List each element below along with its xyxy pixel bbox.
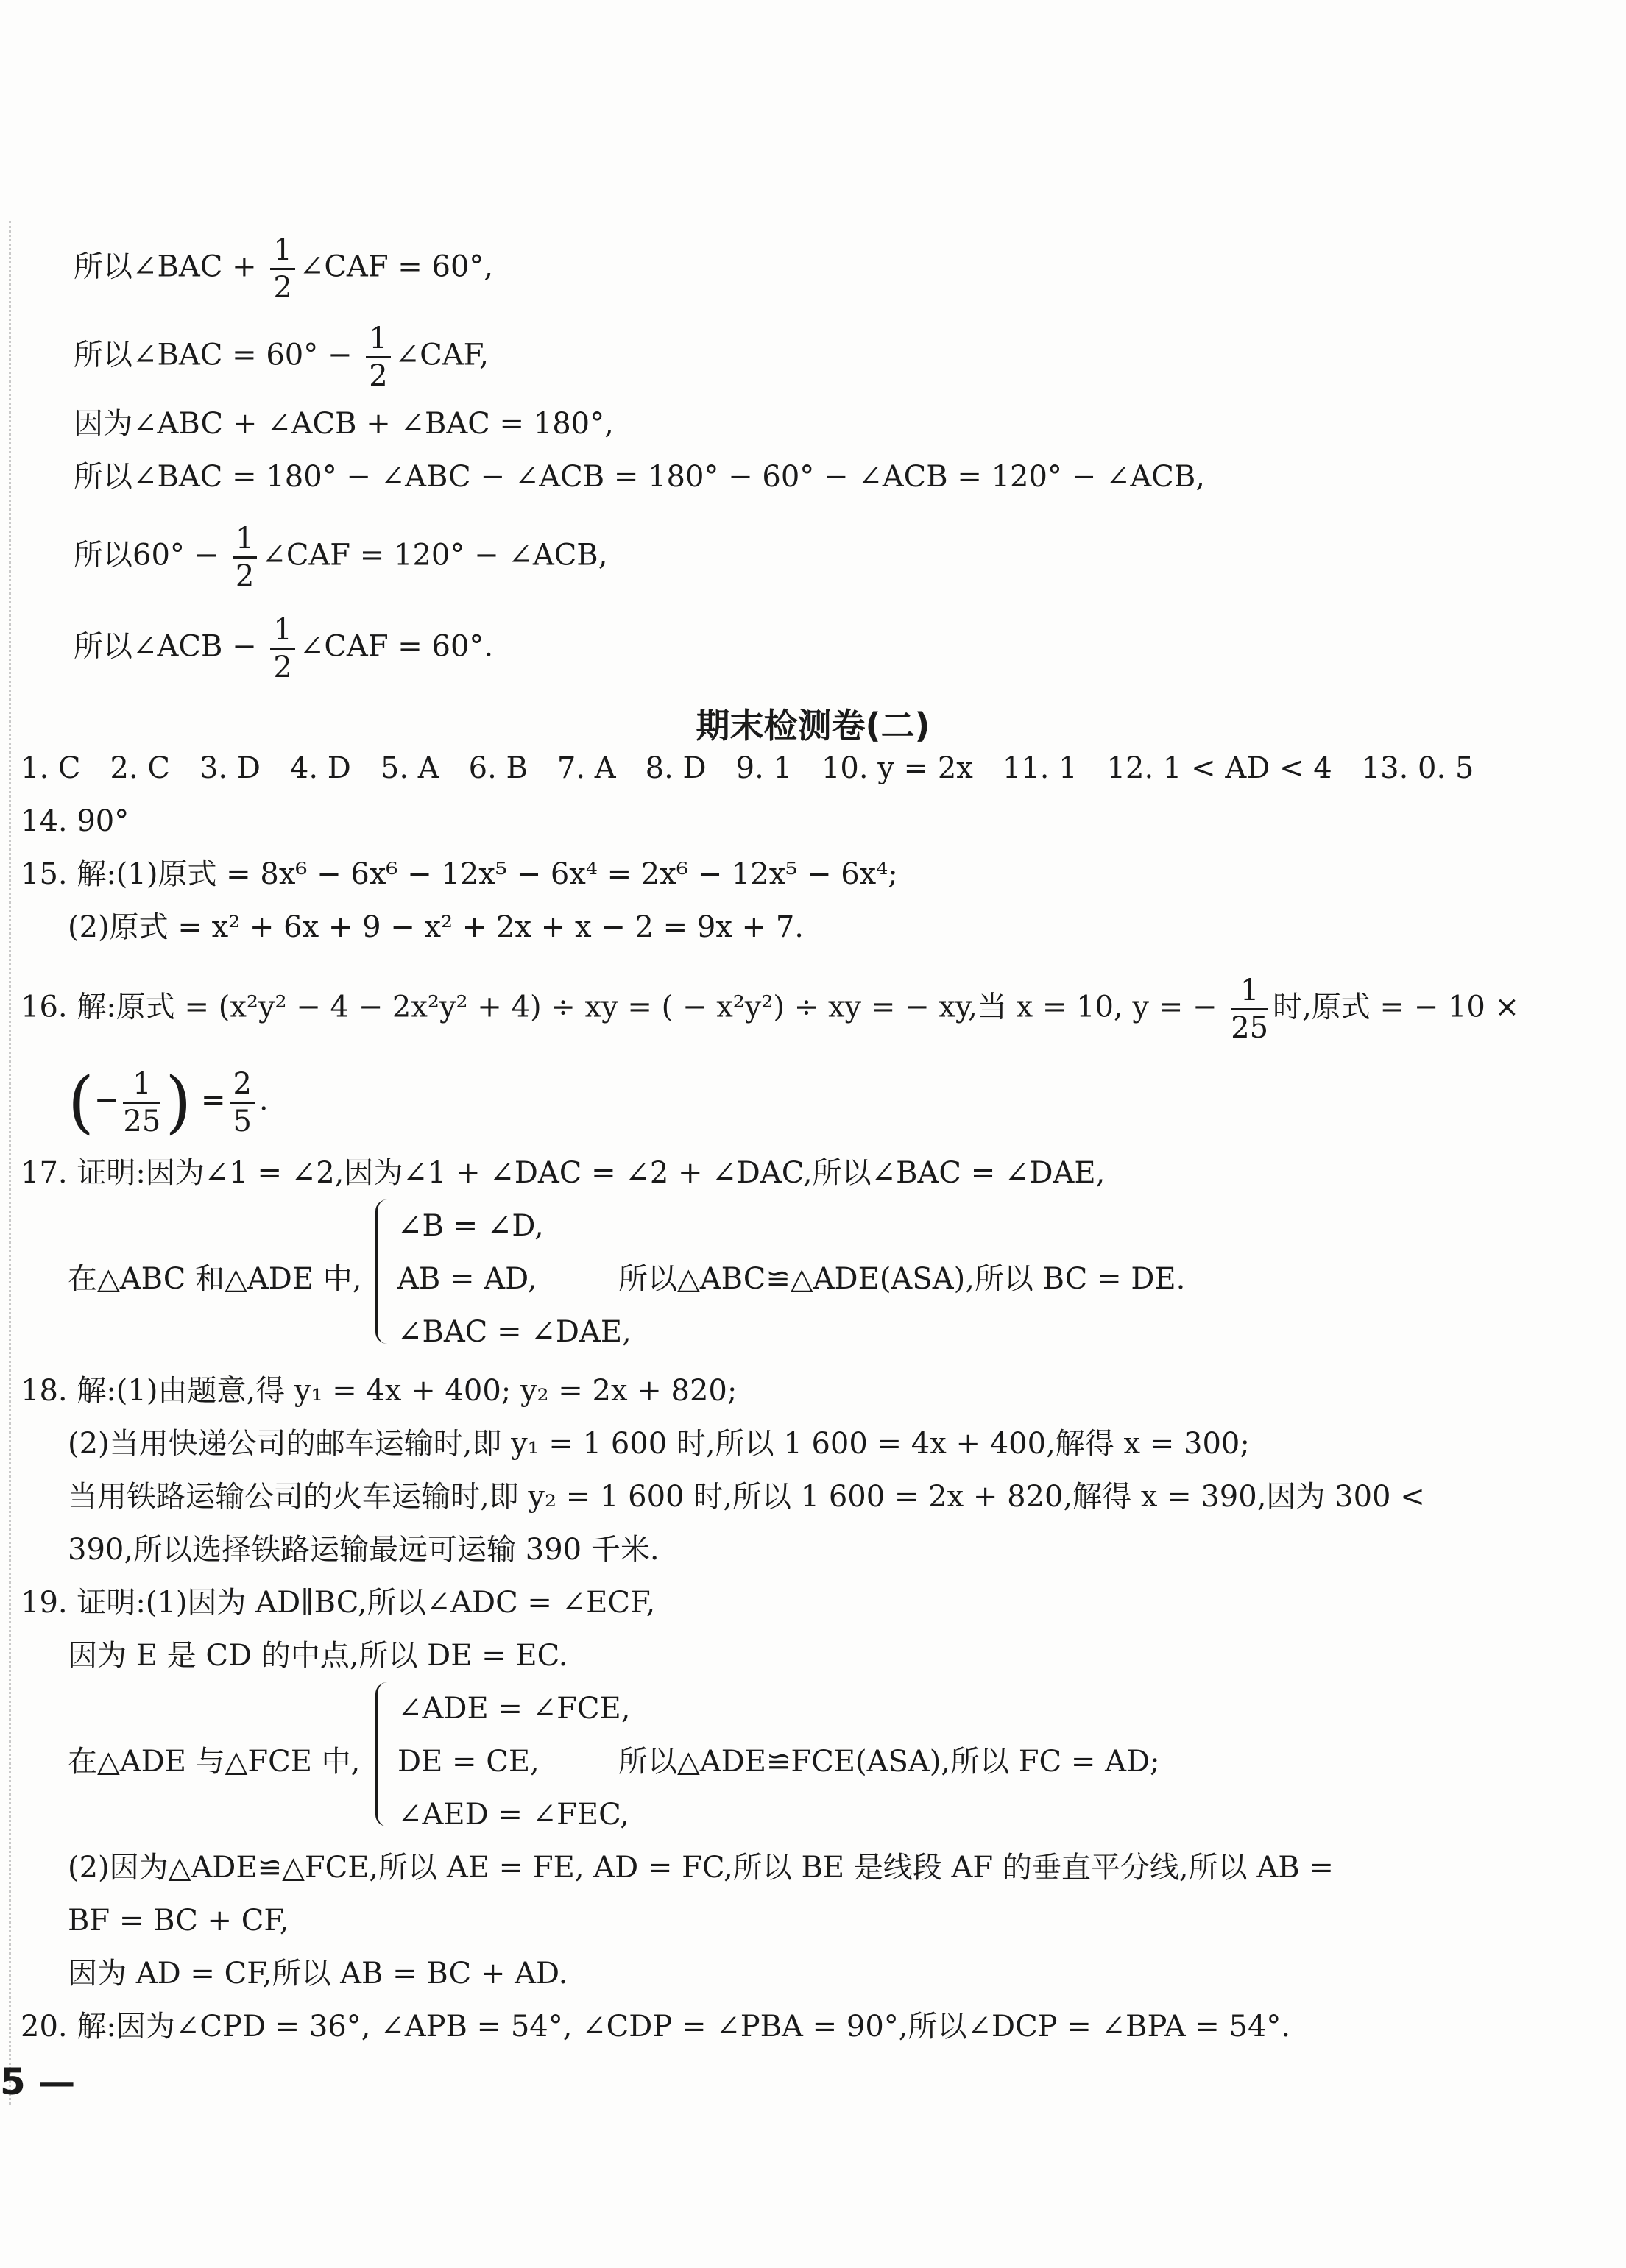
fraction — [230, 1066, 254, 1138]
q17-intro: 在△ABC 和△ADE 中, — [68, 1262, 362, 1296]
text: . — [258, 1083, 269, 1117]
fraction-numerator: 1 — [270, 235, 294, 270]
fraction-denominator: 2 — [273, 271, 292, 305]
fraction-denominator: 5 — [233, 1104, 252, 1138]
text: 时,原式 = − 10 × — [1273, 990, 1520, 1024]
top-line-5 — [74, 524, 607, 591]
q19-line-3: (2)因为△ADE≌△FCE,所以 AE = FE, AD = FC,所以 BE 是线段 AF 的垂直平分线,所以 AB = — [68, 1851, 1334, 1885]
right-paren: ) — [165, 1063, 192, 1141]
text: − — [93, 1083, 119, 1117]
q19-condition-2: DE = CE, — [397, 1745, 540, 1779]
fraction-numerator: 1 — [233, 524, 257, 559]
text: 16. 解:原式 = (x²y² − 4 − 2x²y² + 4) ÷ xy = ( − x²y²) ÷ xy = − xy,当 x = 10, y = − — [21, 990, 1227, 1024]
text: 所以∠BAC = 60° − — [74, 338, 362, 372]
fraction — [270, 233, 294, 305]
fraction-numerator: 1 — [366, 324, 390, 358]
top-line-4: 所以∠BAC = 180° − ∠ABC − ∠ACB = 180° − 60° − ∠ACB = 120° − ∠ACB, — [74, 460, 1205, 494]
q18-line-1: 18. 解:(1)由题意,得 y₁ = 4x + 400; y₂ = 2x + 820; — [21, 1374, 738, 1408]
fraction-denominator: 2 — [369, 359, 388, 393]
text: ∠CAF = 120° − ∠ACB, — [261, 538, 608, 573]
text: 所以∠BAC + — [74, 249, 266, 284]
text: 所以∠ACB − — [74, 629, 266, 664]
q17-condition-1: ∠B = ∠D, — [397, 1209, 544, 1243]
section-title: 期末检测卷(二) — [696, 706, 930, 745]
fraction — [1231, 976, 1268, 1043]
fraction-numerator: 2 — [230, 1069, 254, 1104]
q20-line-1: 20. 解:因为∠CPD = 36°, ∠APB = 54°, ∠CDP = ∠PBA = 90°,所以∠DCP = ∠BPA = 54°. — [21, 2010, 1291, 2044]
text: ∠CAF = 60°. — [299, 629, 494, 664]
q19-line-2: 因为 E 是 CD 的中点,所以 DE = EC. — [68, 1639, 568, 1673]
q18-line-3: 当用铁路运输公司的火车运输时,即 y₂ = 1 600 时,所以 1 600 = 2x + 820,解得 x = 390,因为 300 < — [68, 1480, 1425, 1514]
text: 所以60° − — [74, 538, 228, 573]
fraction-denominator: 25 — [1231, 1011, 1269, 1045]
q19-conclusion: 所以△ADE≌FCE(ASA),所以 FC = AD; — [618, 1745, 1160, 1779]
page-binding-edge — [9, 221, 11, 2105]
fraction-numerator: 1 — [1231, 976, 1268, 1010]
fraction — [123, 1066, 161, 1138]
q16-line-2 — [68, 1063, 269, 1141]
top-line-2 — [74, 324, 489, 391]
fraction — [233, 524, 257, 591]
top-line-6 — [74, 615, 493, 682]
page-number: 5 — — [0, 2060, 76, 2103]
q19-line-4: BF = BC + CF, — [68, 1904, 289, 1938]
fraction-numerator: 1 — [123, 1069, 160, 1104]
q19-brace — [375, 1682, 395, 1826]
text: ∠CAF, — [395, 338, 489, 372]
q17-line-1: 17. 证明:因为∠1 = ∠2,因为∠1 + ∠DAC = ∠2 + ∠DAC,所以∠BAC = ∠DAE, — [21, 1156, 1106, 1190]
text: = — [200, 1083, 226, 1117]
q19-condition-1: ∠ADE = ∠FCE, — [397, 1692, 631, 1726]
fraction — [270, 615, 294, 682]
fraction-denominator: 2 — [235, 559, 255, 593]
q18-line-4: 390,所以选择铁路运输最远可运输 390 千米. — [68, 1533, 660, 1567]
q19-condition-3: ∠AED = ∠FEC, — [397, 1798, 629, 1832]
q19-line-1: 19. 证明:(1)因为 AD∥BC,所以∠ADC = ∠ECF, — [21, 1586, 656, 1620]
q18-line-2: (2)当用快递公司的邮车运输时,即 y₁ = 1 600 时,所以 1 600 = 4x + 400,解得 x = 300; — [68, 1427, 1250, 1461]
top-line-3: 因为∠ABC + ∠ACB + ∠BAC = 180°, — [74, 407, 614, 441]
fraction — [366, 324, 390, 391]
q15-line-2: (2)原式 = x² + 6x + 9 − x² + 2x + x − 2 = 9x + 7. — [68, 910, 804, 944]
top-line-1 — [74, 233, 494, 305]
fraction-denominator: 25 — [123, 1104, 161, 1138]
q16-line-1 — [21, 976, 1519, 1043]
answers-row-2: 14. 90° — [21, 804, 130, 838]
q19-line-5: 因为 AD = CF,所以 AB = BC + AD. — [68, 1957, 568, 1991]
left-paren: ( — [68, 1063, 94, 1141]
text: ∠CAF = 60°, — [299, 249, 494, 284]
q15-line-1: 15. 解:(1)原式 = 8x⁶ − 6x⁶ − 12x⁵ − 6x⁴ = 2x⁶ − 12x⁵ − 6x⁴; — [21, 857, 898, 891]
q17-brace — [375, 1199, 395, 1344]
q17-condition-2: AB = AD, — [397, 1262, 537, 1296]
q17-conclusion: 所以△ABC≌△ADE(ASA),所以 BC = DE. — [618, 1262, 1186, 1296]
answers-row-1: 1. C 2. C 3. D 4. D 5. A 6. B 7. A 8. D 9. 1 10. y = 2x 11. 1 12. 1 < AD < 4 13. 0. 5 — [21, 751, 1474, 785]
q17-condition-3: ∠BAC = ∠DAE, — [397, 1315, 632, 1349]
q19-intro: 在△ADE 与△FCE 中, — [68, 1745, 361, 1779]
fraction-numerator: 1 — [270, 615, 294, 650]
fraction-denominator: 2 — [273, 651, 292, 684]
